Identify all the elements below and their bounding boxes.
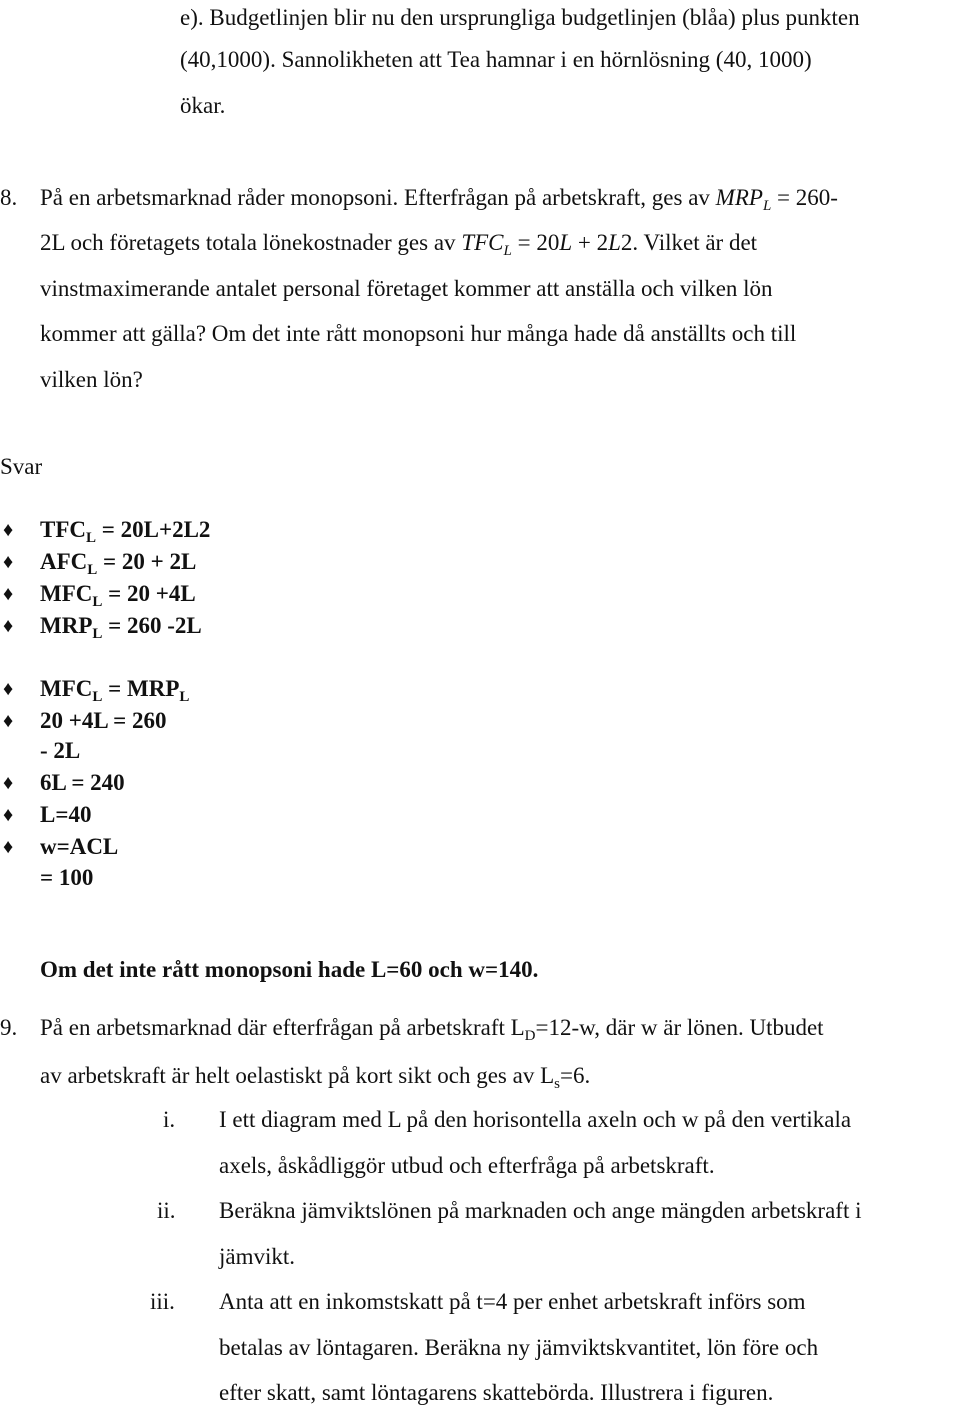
subquestion-line: Anta att en inkomstskatt på t=4 per enhet arbetskraft införs som — [219, 1289, 806, 1314]
diamond-bullet-icon: ♦ — [3, 519, 14, 541]
question-9-line-2: av arbetskraft är helt oelastiskt på kort sikt och ges av $L_s=6$. — [40, 1063, 591, 1092]
question-8-line-2: 2L och företagets totala lönekostnader ges av $TFC_L = 20L + 2L2$. Vilket är det — [40, 230, 758, 259]
part-e-line-1: e). Budgetlinjen blir nu den ursprungliga budgetlinjen (blåa) plus punkten — [180, 5, 860, 30]
question-8-line-1: På en arbetsmarknad råder monopsoni. Efterfrågan på arbetskraft, ges av $MRP_L = 260-$ — [40, 185, 838, 214]
answer-conclusion: Om det inte rått monopsoni hade L=60 och w=140. — [40, 957, 539, 982]
diamond-bullet-icon: ♦ — [3, 678, 14, 700]
subquestion-line: I ett diagram med L på den horisontella axeln och w på den vertikala — [219, 1107, 852, 1132]
subquestion-number: iii. — [150, 1289, 175, 1314]
question-8-line-3: vinstmaximerande antalet personal företaget kommer att anställa och vilken lön — [40, 276, 773, 301]
diamond-bullet-icon: ♦ — [3, 710, 14, 732]
answer-item: $MFC_L = MRP_L$ — [40, 676, 190, 705]
subquestion-line: efter skatt, samt löntagarens skattebörda. Illustrera i figuren. — [219, 1380, 774, 1405]
answer-item: w=ACL — [40, 834, 119, 859]
diamond-bullet-icon: ♦ — [3, 836, 14, 858]
diamond-bullet-icon: ♦ — [3, 583, 14, 605]
answer-item: $MFC_L = 20 +4L$ — [40, 581, 196, 610]
question-9-number: 9. — [0, 1015, 18, 1040]
diamond-bullet-icon: ♦ — [3, 551, 14, 573]
part-e-line-2: (40,1000). Sannolikheten att Tea hamnar i en hörnlösning (40, 1000) — [180, 47, 812, 72]
part-e-line-3: ökar. — [180, 93, 226, 118]
answer-item-continuation: = 100 — [40, 865, 94, 890]
answer-item: 20 +4L = 260 — [40, 708, 167, 733]
subquestion-line: betalas av löntagaren. Beräkna ny jämviktskvantitet, lön före och — [219, 1335, 819, 1360]
subquestion-line: jämvikt. — [219, 1244, 296, 1269]
answer-heading: Svar — [0, 454, 43, 479]
subquestion-line: axels, åskådliggör utbud och efterfråga på arbetskraft. — [219, 1153, 715, 1178]
answer-item: $AFC_L = 20 + 2L$ — [40, 549, 197, 578]
diamond-bullet-icon: ♦ — [3, 804, 14, 826]
answer-item: L=40 — [40, 802, 92, 827]
question-9-line-1: På en arbetsmarknad där efterfrågan på arbetskraft $L_D=12-w$, där w är lönen. Utbudet — [40, 1015, 824, 1044]
subquestion-number: i. — [163, 1107, 176, 1132]
subquestion-line: Beräkna jämviktslönen på marknaden och ange mängden arbetskraft i — [219, 1198, 862, 1223]
diamond-bullet-icon: ♦ — [3, 615, 14, 637]
answer-item: $TFC_L = 20L+2L2$ — [40, 517, 211, 546]
question-8-line-5: vilken lön? — [40, 367, 143, 392]
subquestion-number: ii. — [157, 1198, 176, 1223]
diamond-bullet-icon: ♦ — [3, 772, 14, 794]
answer-item-continuation: - 2L — [40, 738, 81, 763]
answer-item: 6L = 240 — [40, 770, 125, 795]
question-8-number: 8. — [0, 185, 18, 210]
question-8-line-4: kommer att gälla? Om det inte rått monopsoni hur många hade då anställts och till — [40, 321, 797, 346]
answer-item: $MRP_L = 260$ -2L — [40, 613, 202, 642]
